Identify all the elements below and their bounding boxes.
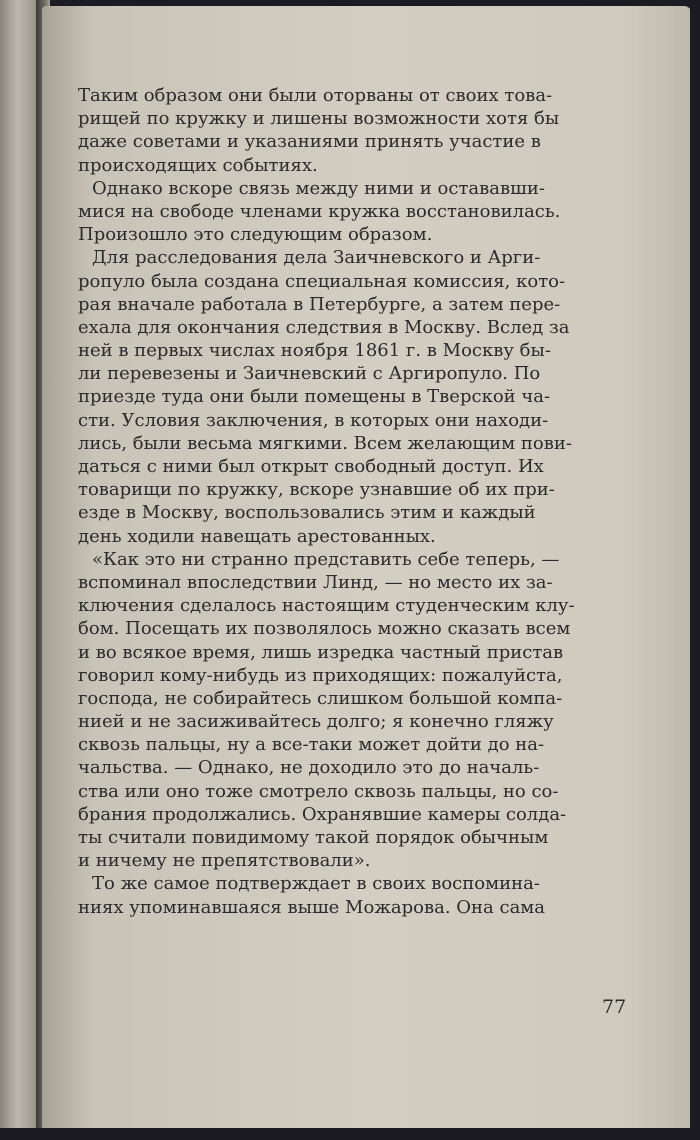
text-line: Таким образом они были оторваны от своих това- bbox=[78, 85, 553, 106]
background-bottom bbox=[0, 1128, 700, 1140]
text-line: ства или оно тоже смотрело сквозь пальцы, но со- bbox=[78, 780, 559, 802]
text-line: Для расследования дела Заичневского и Арги- bbox=[92, 247, 541, 269]
text-line: бом. Посещать их позволялось можно сказать всем bbox=[78, 618, 571, 640]
text-line: ропуло была создана специальная комиссия, кото- bbox=[78, 270, 566, 292]
text-line: ли перевезены и Заичневский с Аргиропуло. По bbox=[78, 363, 541, 385]
text-line: Однако вскоре связь между ними и остававши- bbox=[92, 177, 545, 199]
text-line: ты считали повидимому такой порядок обычным bbox=[78, 827, 549, 848]
text-line: и во всякое время, лишь изредка частный пристав bbox=[78, 641, 564, 663]
text-line: вспоминал впоследствии Линд, — но место их за- bbox=[78, 571, 553, 593]
text-line: езде в Москву, воспользовались этим и каждый bbox=[78, 502, 536, 524]
text-line: ключения сделалось настоящим студенческим клу- bbox=[78, 595, 575, 617]
text-line: рая вначале работала в Петербурге, а затем пере- bbox=[78, 293, 561, 315]
text-line: сквозь пальцы, ну а все-таки может дойти до на- bbox=[78, 734, 545, 756]
text-line: лись, были весьма мягкими. Всем желающим пови- bbox=[78, 432, 572, 454]
text-line: мися на свободе членами кружка восстановилась. bbox=[78, 200, 561, 222]
text-line: даже советами и указаниями принять участие в bbox=[78, 131, 541, 153]
text-line: говорил кому-нибудь из приходящих: пожалуйста, bbox=[78, 664, 563, 686]
text-line: приезде туда они были помещены в Тверской ча- bbox=[78, 386, 551, 408]
page-body-text bbox=[78, 84, 658, 919]
text-line: рищей по кружку и лишены возможности хотя бы bbox=[78, 108, 560, 130]
text-line: сти. Условия заключения, в которых они находи- bbox=[78, 409, 549, 431]
text-line: господа, не собирайтесь слишком большой компа- bbox=[78, 687, 563, 709]
book-page bbox=[42, 6, 692, 1130]
text-line: ней в первых числах ноября 1861 г. в Москву бы- bbox=[78, 340, 551, 362]
text-line: Произошло это следующим образом. bbox=[78, 224, 433, 246]
text-line: брания продолжались. Охранявшие камеры солда- bbox=[78, 803, 567, 825]
text-line: «Как это ни странно представить себе теперь, — bbox=[92, 548, 560, 570]
text-line: день ходили навещать арестованных. bbox=[78, 525, 436, 547]
page-number: 77 bbox=[602, 996, 627, 1018]
text-line: ниях упоминавшаяся выше Можарова. Она сама bbox=[78, 896, 546, 918]
text-line: происходящих событиях. bbox=[78, 154, 318, 176]
text-line: ехала для окончания следствия в Москву. Вслед за bbox=[78, 316, 570, 338]
text-line: чальства. — Однако, не доходило это до началь- bbox=[78, 757, 540, 779]
text-line: нией и не засиживайтесь долго; я конечно гляжу bbox=[78, 711, 554, 733]
text-line: То же самое подтверждает в своих воспомина- bbox=[92, 873, 540, 895]
text-line: даться с ними был открыт свободный доступ. Их bbox=[78, 456, 544, 477]
background-right bbox=[690, 0, 700, 1140]
text-line: и ничему не препятствовали». bbox=[78, 850, 371, 872]
text-line: товарищи по кружку, вскоре узнавшие об их при- bbox=[78, 479, 555, 501]
